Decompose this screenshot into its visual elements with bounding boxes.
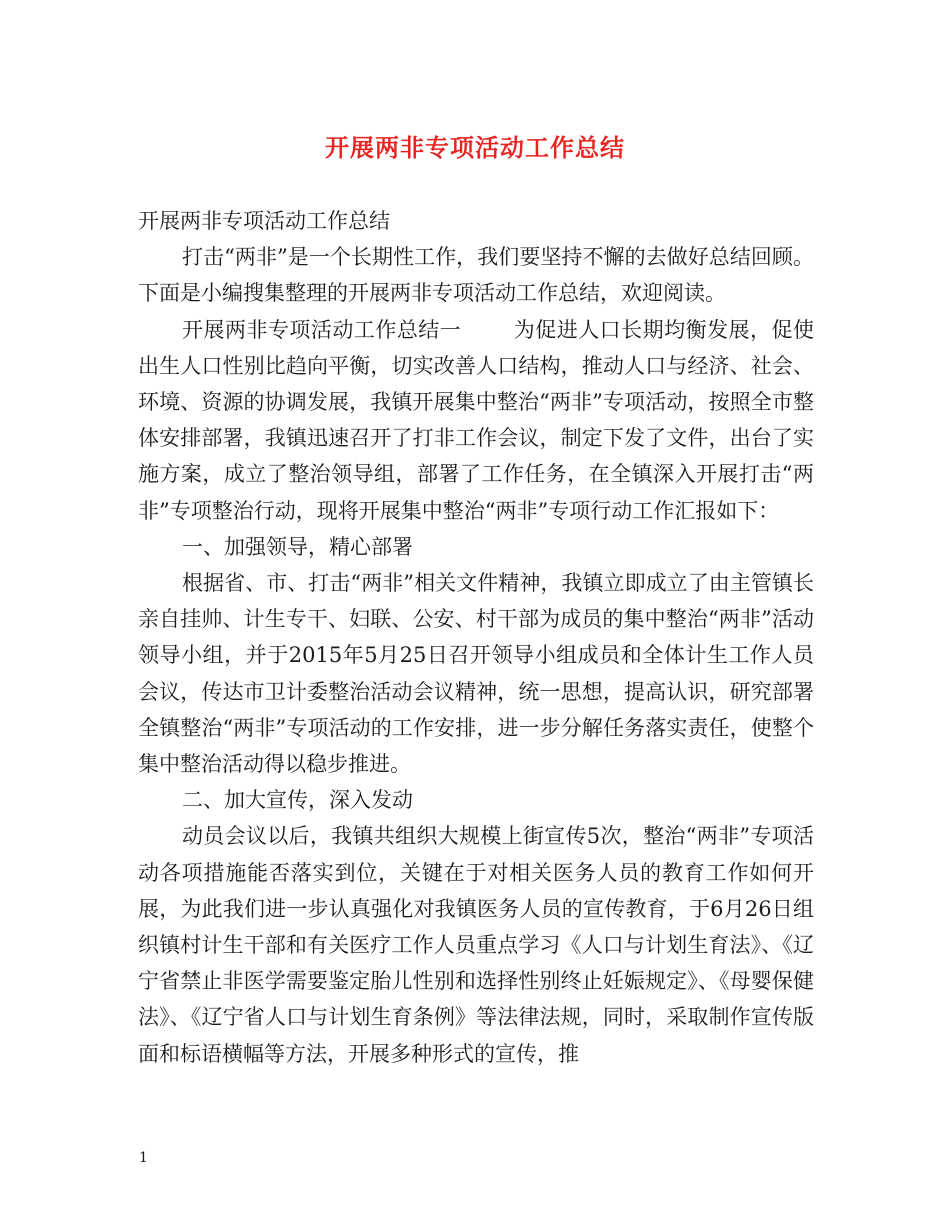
summary-one-text: 为促进人口长期均衡发展，促使出生人口性别比趋向平衡，切实改善人口结构，推动人口与经济、社会、环境、资源的协调发展，我镇开展集中整治“两非”专项活动，按照全市整体安排部署，我镇迅速召开了打非工作会议，制定下发了文件，出台了实施方案，成立了整治领导组，部署了工作任务，在全镇深入开展打击“两非”专项整治行动，现将开展集中整治“两非”专项行动工作汇报如下： [138, 317, 815, 523]
document-body [138, 203, 814, 1072]
paragraph-summary-one [138, 312, 814, 529]
paragraph-intro: 打击“两非”是一个长期性工作，我们要坚持不懈的去做好总结回顾。下面是小编搜集整理的开展两非专项活动工作总结，欢迎阅读。 [138, 245, 814, 306]
page-number: 1 [139, 1150, 148, 1166]
paragraph-section-1: 根据省、市、打击“两非”相关文件精神，我镇立即成立了由主管镇长亲自挂帅、计生专干、妇联、公安、村干部为成员的集中整治“两非”活动领导小组，并于2015年5月25日召开领导小组成员和全体计生工作人员会议，传达市卫计委整治活动会议精神，统一思想，提高认识，研究部署全镇整治“两非”专项活动的工作安排，进一步分解任务落实责任，使整个集中整治活动得以稳步推进。 [138, 571, 814, 777]
summary-one-lead: 开展两非专项活动工作总结一 [182, 317, 462, 342]
section-heading-2: 二、加大宣传，深入发动 [182, 788, 413, 813]
paragraph-heading: 开展两非专项活动工作总结 [138, 209, 390, 233]
document-title: 开展两非专项活动工作总结 [325, 133, 625, 162]
paragraph-section-2: 动员会议以后，我镇共组织大规模上街宣传5次，整治“两非”专项活动各项措施能否落实到位，关键在于对相关医务人员的教育工作如何开展，为此我们进一步认真强化对我镇医务人员的宣传教育，于6月26日组织镇村计生干部和有关医疗工作人员重点学习《人口与计划生育法》、《辽宁省禁止非医学需要鉴定胎儿性别和选择性别终止妊娠规定》、《母婴保健法》、《辽宁省人口与计划生育条例》等法律法规，同时，采取制作宣传版面和标语横幅等方法，开展多种形式的宣传，推 [138, 824, 814, 1066]
section-heading-1: 一、加强领导，精心部署 [182, 534, 413, 559]
